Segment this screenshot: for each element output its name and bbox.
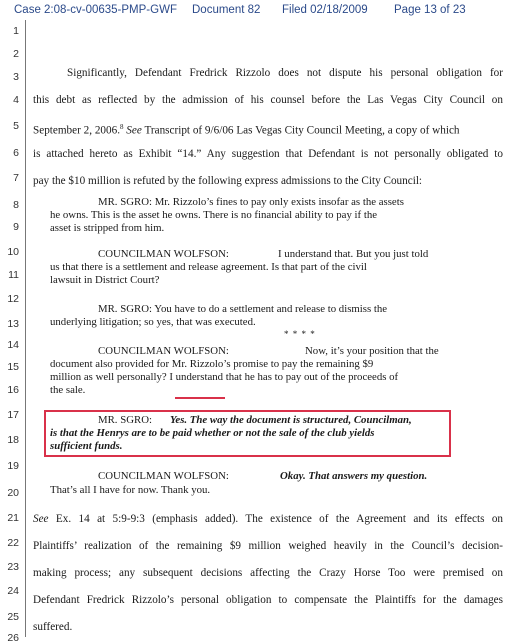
filed-date: Filed 02/18/2009 (282, 4, 368, 16)
emphasized-personally: personally (116, 371, 162, 383)
line-number: 9 (13, 221, 19, 233)
paragraph-line-4: this debt as reflected by the admission of his counsel before the Las Vegas City Council on (33, 94, 503, 106)
line-number: 20 (7, 487, 19, 499)
line-number: 18 (7, 434, 19, 446)
quote-wolfson-2-line-2: document also provided for Mr. Rizzolo’s promise to pay the remaining $9 (50, 358, 374, 370)
line-number: 19 (7, 460, 19, 472)
line-number: 2 (13, 48, 19, 60)
line-number: 23 (7, 561, 19, 573)
red-underline-mark (175, 397, 225, 399)
speaker-wolfson-3: COUNCILMAN WOLFSON: (98, 470, 229, 482)
line-number: 6 (13, 147, 19, 159)
line-number: 7 (13, 172, 19, 184)
quote-sgro-2-line-2: underlying litigation; so yes, that was executed. (50, 316, 256, 328)
line-number: 16 (7, 384, 19, 396)
quote-sgro-3-line-2: is that the Henrys are to be paid whether or not the sale of the club yields (50, 427, 375, 439)
quote-sgro-1-line-1: MR. SGRO: Mr. Rizzolo’s fines to pay only exists insofar as the assets (98, 196, 404, 208)
quote-wolfson-1-line-2: us that there is a settlement and release agreement. Is that part of the civil (50, 261, 367, 273)
line-number: 3 (13, 71, 19, 83)
speaker-sgro-3: MR. SGRO: (98, 414, 153, 426)
line-number: 4 (13, 94, 19, 106)
line-number: 26 (7, 632, 19, 644)
line-number: 11 (8, 269, 19, 281)
line-number: 21 (7, 512, 19, 524)
case-number: Case 2:08-cv-00635-PMP-GWF (14, 4, 177, 16)
line-number: 25 (7, 611, 19, 623)
quote-sgro-3-line-1: Yes. The way the document is structured, Councilman, (170, 414, 412, 426)
line-number: 24 (7, 585, 19, 597)
quote-wolfson-3-line-1: Okay. That answers my question. (280, 470, 428, 482)
text-proceeds: ? I understand that he has to pay out of the proceeds of (161, 371, 399, 383)
paragraph-line-25: suffered. (33, 621, 73, 633)
line-number: 17 (7, 409, 19, 421)
paragraph-line-5 (33, 121, 503, 138)
see-signal-2: See (33, 513, 49, 525)
text-exhibit-cite: Ex. 14 at 5:9-9:3 (emphasis added). The existence of the Agreement and its effects on (55, 513, 504, 525)
paragraph-line-21 (33, 513, 503, 526)
page-number: Page 13 of 23 (394, 4, 466, 16)
line-number: 12 (7, 293, 19, 305)
quote-sgro-3-line-3: sufficient funds. (50, 440, 123, 452)
quote-wolfson-2-line-3 (50, 371, 398, 384)
see-signal: See (126, 124, 142, 137)
quote-wolfson-2-line-4: the sale. (50, 384, 86, 396)
ellipsis-stars: * * * * (284, 329, 316, 339)
quote-wolfson-1-line-3: lawsuit in District Court? (50, 274, 160, 286)
margin-rule (25, 20, 26, 637)
line-number: 14 (7, 339, 19, 351)
quote-wolfson-2-line-1: Now, it’s your position that the (305, 345, 439, 357)
paragraph-line-3: Significantly, Defendant Fredrick Rizzolo does not dispute his personal obligation for (67, 67, 503, 79)
line-number: 15 (7, 361, 19, 373)
quote-wolfson-1-line-1: I understand that. But you just told (278, 248, 429, 260)
quote-sgro-1-line-3: asset is stripped from him. (50, 222, 165, 234)
speaker-wolfson-2: COUNCILMAN WOLFSON: (98, 345, 229, 357)
quote-wolfson-3-line-2: That’s all I have for now. Thank you. (50, 484, 211, 496)
speaker-wolfson-1: COUNCILMAN WOLFSON: (98, 248, 229, 260)
paragraph-line-23: making process; any subsequent decisions affecting the Crazy Horse Too were premised on (33, 567, 503, 579)
paragraph-line-7: pay the $10 million is refuted by the following express admissions to the City Council: (33, 175, 423, 187)
line-number: 5 (13, 120, 19, 132)
paragraph-line-24: Defendant Fredrick Rizzolo’s personal obligation to compensate the Plaintiffs for the damages (33, 594, 503, 606)
quote-sgro-1-line-2: he owns. This is the asset he owns. There is no financial ability to pay if the (50, 209, 378, 221)
quote-sgro-2-line-1: MR. SGRO: You have to do a settlement and release to dismiss the (98, 303, 388, 315)
line-number: 8 (13, 199, 19, 211)
line-number: 22 (7, 537, 19, 549)
footnote-ref: 8 (120, 123, 124, 131)
text-date: September 2, 2006. (33, 124, 120, 137)
page-header (14, 4, 514, 20)
text-transcript: Transcript of 9/6/06 Las Vegas City Council Meeting, a copy of which (144, 124, 460, 137)
document-number: Document 82 (192, 4, 261, 16)
text-million: million as well (50, 371, 115, 383)
paragraph-line-22: Plaintiffs’ realization of the remaining $9 million weighed heavily in the Council’s decision- (33, 540, 503, 552)
line-number: 1 (13, 25, 19, 37)
paragraph-line-6: is attached hereto as Exhibit “14.” Any suggestion that Defendant is not personally obligated to (33, 148, 503, 160)
line-number: 10 (7, 246, 19, 258)
line-number: 13 (7, 318, 19, 330)
